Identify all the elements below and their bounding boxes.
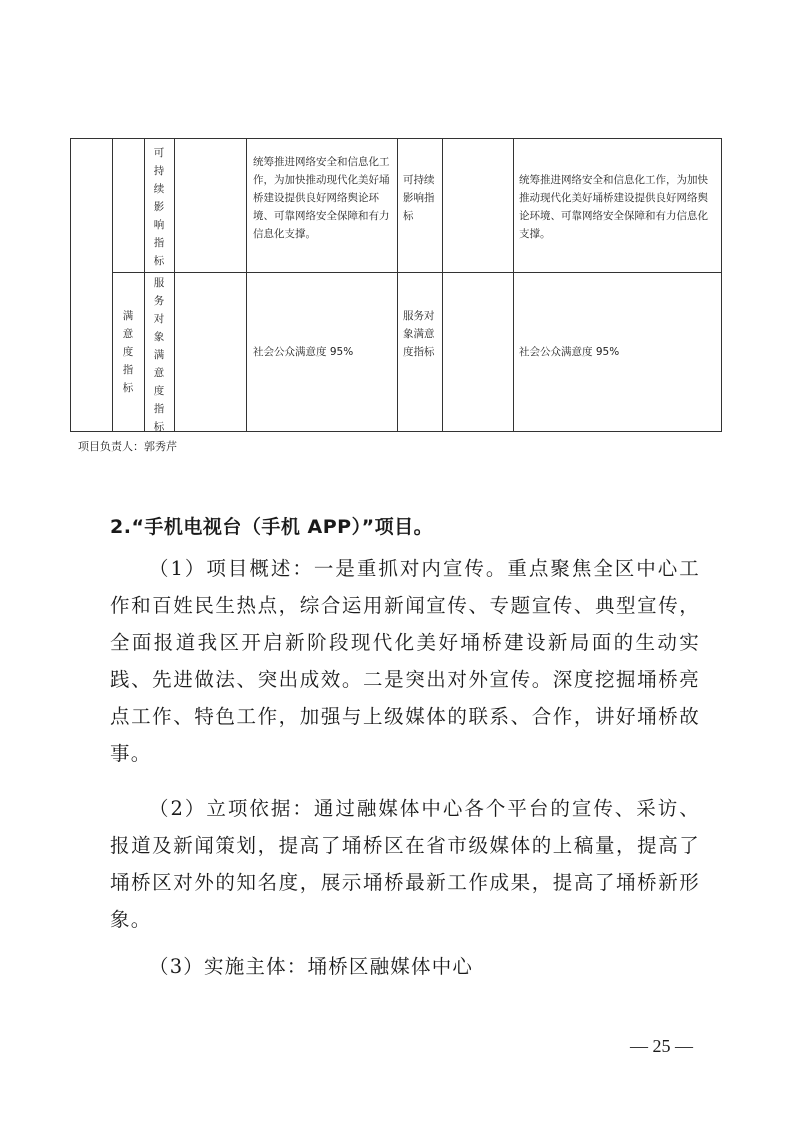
indicator-name-cell: 服务对象满意度指标 bbox=[403, 310, 435, 358]
paragraph: （2）立项依据：通过融媒体中心各个平台的宣传、采访、报道及新闻策划，提高了埇桥区在省市级媒体的上稿量，提高了埇桥区对外的知名度，展示埇桥最新工作成果，提高了埇桥新形象。 bbox=[110, 797, 700, 931]
table-divider bbox=[397, 139, 398, 431]
indicator-name-cell: 服务对象满意度指标 bbox=[153, 277, 165, 433]
indicator-name-cell: 可持续影响指标 bbox=[403, 174, 435, 222]
project-owner-note: 项目负责人：郭秀芹 bbox=[78, 440, 177, 453]
table-divider bbox=[174, 139, 175, 431]
section-heading: 2.“手机电视台（手机 APP）”项目。 bbox=[110, 516, 434, 538]
table-divider bbox=[513, 139, 514, 431]
indicator-name-cell: 可持续影响指标 bbox=[153, 147, 165, 267]
indicator-content-cell: 统筹推进网络安全和信息化工作，为加快推动现代化美好埇桥建设提供良好网络舆论环境、可靠网络安全保障和有力信息化支撑。 bbox=[253, 156, 390, 240]
table-divider bbox=[246, 139, 247, 431]
indicator-content-cell: 统筹推进网络安全和信息化工作，为加快推动现代化美好埇桥建设提供良好网络舆论环境、可靠网络安全保障和有力信息化支撑。 bbox=[519, 174, 708, 240]
indicator-value-cell: 社会公众满意度 95% bbox=[253, 346, 354, 358]
table-divider bbox=[112, 272, 721, 273]
table-divider bbox=[442, 139, 443, 431]
paragraph: （3）实施主体：埇桥区融媒体中心 bbox=[149, 955, 474, 978]
table-divider bbox=[112, 139, 113, 431]
table-divider bbox=[144, 139, 145, 431]
indicator-table bbox=[70, 138, 722, 432]
indicator-category-cell: 满意度指标 bbox=[122, 310, 134, 394]
paragraph: （1）项目概述：一是重抓对内宣传。重点聚焦全区中心工作和百姓民生热点，综合运用新闻宣传、专题宣传、典型宣传，全面报道我区开启新阶段现代化美好埇桥建设新局面的生动实践、先进做法、突出成效。二是突出对外宣传。深度挖掘埇桥亮点工作、特色工作，加强与上级媒体的联系、合作，讲好埇桥故事。 bbox=[110, 557, 700, 765]
indicator-value-cell: 社会公众满意度 95% bbox=[519, 346, 620, 358]
page-number: — 25 — bbox=[630, 1036, 693, 1056]
